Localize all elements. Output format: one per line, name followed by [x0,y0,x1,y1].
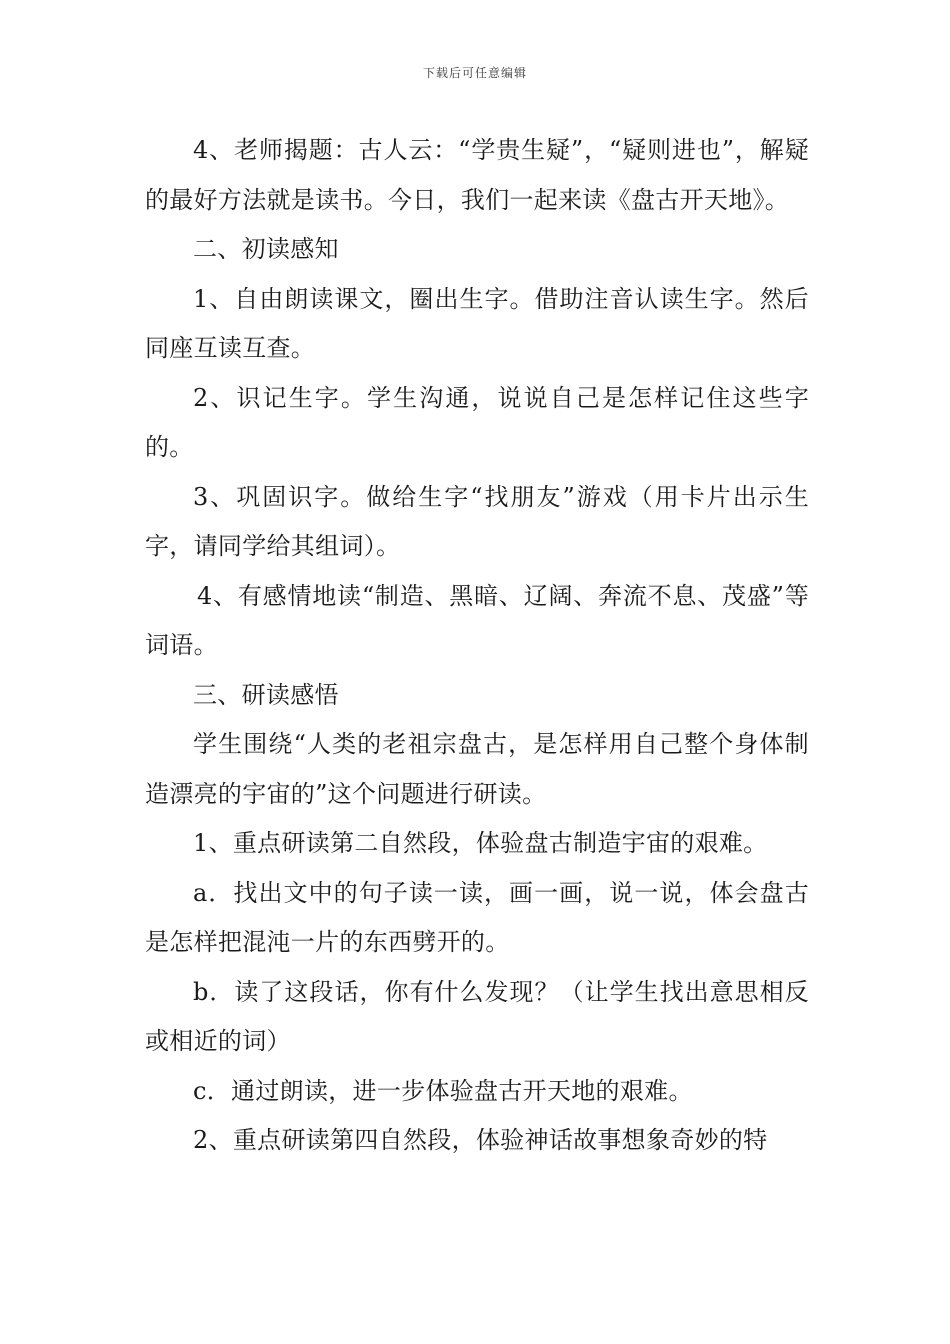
paragraph-item-b: b．读了这段话，你有什么发现？（让学生找出意思相反或相近的词） [145,977,809,1055]
paragraph-study-fourth-section: 2、重点研读第四自然段，体验神话故事想象奇妙的特 [193,1126,768,1154]
paragraph-study-second-section: 1、重点研读第二自然段，体验盘古制造宇宙的艰难。 [193,829,768,857]
paragraph-teacher-reveal: 4、老师揭题：古人云：“学贵生疑”，“疑则进也”，解疑的最好方法就是读书。今日，我们一起来读《盘古开天地》。 [145,136,809,214]
paragraph-free-reading: 1、自由朗读课文，圈出生字。借助注音认读生字。然后同座互读互查。 [145,284,809,362]
paragraph-consolidate-characters: 3、巩固识字。做给生字“找朋友”游戏（用卡片出示生字，请同学给其组词）。 [145,482,809,560]
paragraph-memorize-characters: 2、识记生字。学生沟通，说说自己是怎样记住这些字的。 [145,383,809,461]
section-heading-initial-reading: 二、初读感知 [193,235,339,263]
paragraph-item-c: c．通过朗读，进一步体验盘古开天地的艰难。 [193,1076,693,1105]
section-heading-study-reading: 三、研读感悟 [193,680,339,709]
paragraph-study-question: 学生围绕“人类的老祖宗盘古，是怎样用自己整个身体制造漂亮的宇宙的”这个问题进行研读。 [145,730,809,808]
paragraph-read-words: 4、有感情地读“制造、黑暗、辽阔、奔流不息、茂盛”等词语。 [145,581,809,659]
document-body [145,126,809,1166]
paragraph-item-a: a．找出文中的句子读一读，画一画，说一说，体会盘古是怎样把混沌一片的东西劈开的。 [145,878,809,956]
page-header: 下载后可任意编辑 [422,66,527,80]
